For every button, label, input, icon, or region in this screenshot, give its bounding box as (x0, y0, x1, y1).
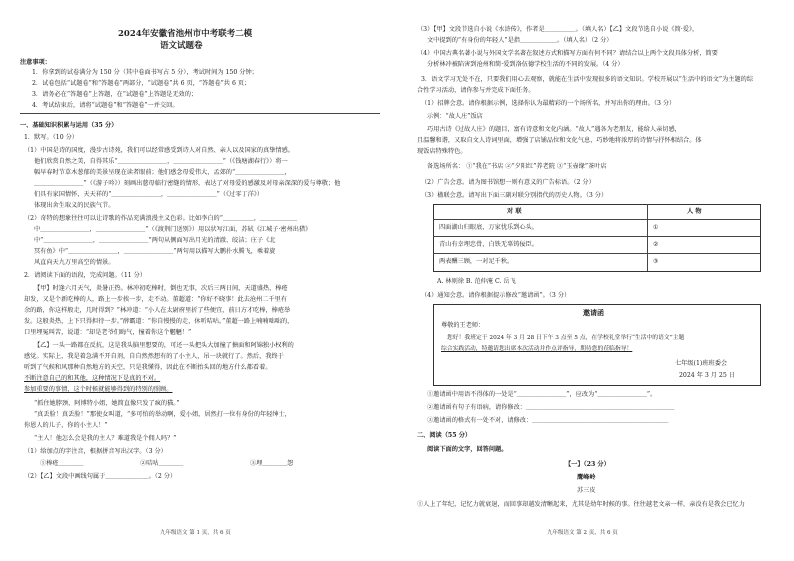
q1-2-line: （2）奇特的想象往往可以让诗歌的作品充满浪漫主义色彩。比如李白的“＿＿＿＿＿，＿＿＿＿＿＿ (24, 215, 298, 222)
q3-1-example-line: 现饭店特殊特色。 (417, 148, 467, 155)
page-footer: 九年级语文 第 2 页，共 6 页 (547, 530, 618, 536)
table-cell: 四面湖山归眼底，万家忧乐到心头。 (439, 224, 538, 231)
q1-1-line: 幅早春时节草木葱郁的美景呈现在读者眼前；他们感念母爱伟大，孟郊的“＿＿＿＿＿＿＿＿， (34, 169, 291, 176)
invitation-signature: 七年级(1)班班委会 (675, 360, 728, 367)
passage-b-underlined: 参加重要的事情，这个时候就能够得到的特别的照顾。 (24, 386, 173, 393)
q1-2-line: 冥有鱼》中“＿＿＿＿＿＿＿＿，＿＿＿＿＿＿＿＿”两句用以描写大鹏扑水腾飞，乘着旋 (34, 248, 276, 255)
invitation-date: 2024 年 3 月 25 日 (679, 372, 735, 379)
reading-part: 【一】（23 分） (565, 461, 610, 468)
q3-1-options: 备选场所名： ①“我在”书店 ②“夕阳红”养老院 ③“玉壶缘”茶叶店 (427, 163, 607, 170)
q3-4-item: ②邀请函有句子有语病，请你修改：＿＿＿＿＿＿＿＿＿＿＿＿＿＿＿＿＿＿＿＿＿＿＿＿ (427, 404, 675, 411)
q2-4-line: （4）中国古典名著小说与外国文学名著在叙述方式和描写方面有何不同？请结合以上两个文段具体分析，简要 (417, 50, 718, 57)
q1-1-line: （1）中国是诗的国度，漫步古诗苑，我们可以经常感受到诗人对自然、亲人以及国家的真挚情感。 (24, 147, 294, 154)
passage-a-line: 【甲】时逢六月天气，炎暑正热。林冲初吃棒时，倒也无事，次后三两日间，天道盛热，棒疮 (34, 285, 288, 292)
passage-c-line: “主人！他怎么会是我的主人？难道我是个佣人吗？” (34, 435, 177, 442)
reading-intro: 阅读下面的文字，回答问题。 (427, 446, 508, 453)
question-1: 1．默写。（10 分） (24, 134, 78, 141)
q3-1-example-line: 且温馨和谐，又取自文人诗词里面，增强了店铺品位和文化气息，巧妙地将浓厚的诗情与抒怀相结合。体 (417, 137, 702, 144)
notice-heading: 注意事项： (20, 59, 51, 66)
q2-1-option: ①棒疮＿＿＿＿ (40, 460, 84, 467)
q2-4-line: 分析林冲被陷害到沧州和简·爱到洛伍德学校生活的不同的发展。（4 分） (427, 61, 624, 68)
table-cell: ② (653, 241, 659, 248)
q1-2-line: 中＿＿＿＿＿＿＿＿，＿＿＿＿＿＿＿＿”（《渡荆门送别》）用以状写江面，苏轼《江城子·密州出猎》 (34, 226, 312, 233)
q1-1-line: 他们欣赏自然之美，自得其乐“＿＿＿＿＿＿＿＿，＿＿＿＿＿＿＿＿”（《钱塘湖春行》）将一 (34, 158, 288, 165)
passage-a-line: 口里埋冤叫苦，说道：“却是老爷们晦气，撞着你这个魍魉！” (24, 329, 192, 336)
table-divider (433, 253, 760, 254)
table-cell: ③ (653, 258, 659, 265)
q3-1: （1）招牌会意。请你根据示例，选择你认为最精彩的一个场所名，并写出你的理由。（3 分） (421, 100, 676, 107)
passage-c-line: 你恩人的儿子，你的小主人！” (24, 422, 108, 429)
passage-a-line: 却发，又是个新吃棒的人，路上一步挨一步，走不动。董超道：“你好不晓事！此去沧州二千里有 (24, 296, 288, 303)
notice-item: 2．试卷包括“试题卷”和“答题卷”两部分，“试题卷”共 6 页，“答题卷”共 6 页； (32, 80, 251, 87)
section-heading: 二、阅读（55 分） (417, 432, 472, 439)
passage-b-underlined: 不断注意自己的和其他，这种情况下是真的不对。 (24, 375, 161, 382)
table-header: 人 物 (687, 208, 702, 215)
q3-4-item: ③邀请函的格式有一处不对，请修改：＿＿＿＿＿＿＿＿＿＿＿＿＿＿＿＿＿＿＿＿＿＿ (427, 417, 669, 424)
exam-title: 2024年安徽省池州市中考联考二模 (118, 29, 253, 39)
table-cell: 青山有幸埋忠骨，白铁无辜铸佞臣。 (439, 241, 538, 248)
passage-b-line: 感觉。实际上，我是着急满不开自剂，自自然然想有的了小主人，吊一块就行了。然后，我终于 (24, 353, 284, 360)
q2-1: （1）给加点的字注音，根据拼音写出汉字。（3 分） (24, 448, 167, 455)
section-heading: 一、基础知识积累与运用（35 分） (20, 122, 118, 129)
q3-1-example-line: 巧用古诗《过故人庄》的题目，富有诗意和文化内涵。“故人”遇各为老朋友，能给人亲切感， (427, 126, 681, 133)
essay-paragraph: ①人上了年纪，记忆力就衰退，而回事却越发清晰起来，尤其是幼年时候的事。往往越老文亲一样，亲没有是我会已忆力 (417, 501, 745, 508)
invitation-line: 综合实践活动，特邀请您出席本次活动并作点评指导，期待您的莅临指导！ (441, 346, 633, 352)
q3-1-example-label: 示例：“故人庄”饭店 (427, 113, 483, 120)
passage-c-line: “真丢脸！真丢脸！”那使女叫道，“多可怕的举动啊，爱小姐，居然打一位有身份的年轻绅士， (34, 411, 291, 418)
q1-2-line: 中“＿＿＿＿＿＿＿＿，＿＿＿＿＿＿＿＿”两句从侧面写出月光的清澈、皎洁；庄子《北 (34, 237, 276, 244)
exam-subtitle: 语文试题卷 (160, 41, 203, 51)
q3-4: （4）通知会意。请你根据提示修改“邀请函”。（3 分） (421, 292, 571, 299)
invitation-line: 您好！我班定于 2024 年 3 月 28 日下午 3 点至 5 点，在学校礼堂举行“生活中的语文”主题 (447, 335, 685, 341)
q2-3-line: 文中提到的“有身份的年轻人”是指＿＿＿＿＿＿。（填人名）（2 分） (427, 37, 613, 44)
table-divider (433, 236, 760, 237)
passage-a-line: 余的路，你这样般走，几时得到？”林冲道：“小人在太尉府里折了些便宜，前日方才吃棒，棒疮举 (24, 307, 291, 314)
table-cell: 两表酬三顾，一对足千秋。 (439, 258, 514, 265)
q1-1-line: ＿＿＿＿＿＿＿＿”（《游子吟》）刻画出慈母临行密缝的情形，表达了对母爱的感激及对母亲深深的爱与尊敬；他 (34, 180, 341, 187)
notice-item: 4．考试结束后，请将“试题卷”和“答题卷”一并交回。 (32, 102, 179, 109)
question-3: 3．语文学习无处不在，只要我们用心去观察，就能在生活中发现很多的语文知识。学校开展以“生活中的语文”为主题的综 (421, 76, 754, 83)
q3-4-item: ①邀请函中用语不得体的一处是“＿＿＿＿＿＿＿＿”，应改为“＿＿＿＿＿＿＿＿”。 (427, 391, 657, 398)
notice-item: 1．你拿到的试卷满分为 150 分（其中卷面书写占 5 分），考试时间为 150 分钟； (32, 69, 258, 76)
table-header: 对 联 (507, 208, 522, 215)
passage-b-line: 【乙】一头一路都在反抗，这是我头脑里想要的，可还一头把头大加撞了搪面和阿锦独小权利的 (34, 342, 294, 349)
essay-author: 苏三皮 (577, 487, 596, 494)
passage-c-line: “抓住她脖颈，阿博特小姐，她简直像只发了疯的猫。” (34, 400, 180, 407)
invitation-title: 邀请函 (583, 308, 604, 317)
notice-item: 3．请务必在“答题卷”上答题，在“试题卷”上答题是无效的； (32, 91, 198, 98)
q1-1-line: 们具有家国情怀，天天祥的“＿＿＿＿＿＿＿＿，＿＿＿＿＿＿＿＿”（《过零丁洋》） (34, 191, 264, 198)
divider (20, 113, 380, 114)
passage-b-line: 听到了气候和风那种自然地方的天空，只是我懂得，因此在不断抬头回的地方什么都看着。 (24, 364, 272, 371)
page-footer: 九年级语文 第 1 页，共 6 页 (160, 530, 231, 536)
invitation-line: 尊敬的王老师： (441, 322, 485, 329)
q2-1-option: ③埋＿＿＿＿怨 (250, 460, 294, 467)
q2-2: （2）【乙】文段中画线句属于＿＿＿＿＿＿＿。（2 分） (24, 473, 177, 480)
q1-1-line: 体现出舍生取义的民族气节。 (34, 202, 115, 209)
q3-3-options: A. 林则徐 B. 范仲淹 C. 岳飞 (437, 278, 516, 285)
q2-3-line: （3）【甲】文段节选自小说《水浒传》，作者是＿＿＿＿＿。（填人名）【乙】文段节选自小说《简·爱》， (417, 26, 699, 33)
table-divider (433, 219, 760, 220)
table-cell: ① (653, 224, 659, 231)
q1-2-line: 风直向天九万里高空的情景。 (34, 259, 115, 266)
essay-title: 鹰峰岭 (577, 474, 596, 481)
q2-1-option: ②咭咕＿＿＿＿ (140, 460, 184, 467)
right-page (397, 0, 794, 561)
question-3: 合性学习活动，请你参与并完成下面任务。 (417, 87, 535, 94)
question-2: 2．请阅读下面的语段，完成问题。（11 分） (24, 272, 147, 279)
q3-2: （2）广告会意。请为图书馆想一则有意义的广告标语。（2 分） (421, 179, 595, 186)
passage-a-line: 发。这般炎热，上下只得担待一步。”薛霸道：“你自慢慢的走，休听咭咕。”董超一路上喃喃咄咄的， (24, 318, 294, 325)
table-divider (647, 204, 648, 271)
q3-3: （3）楹联会意。请写出下面三副对联分别指代的历史人物。（3 分） (421, 192, 608, 199)
